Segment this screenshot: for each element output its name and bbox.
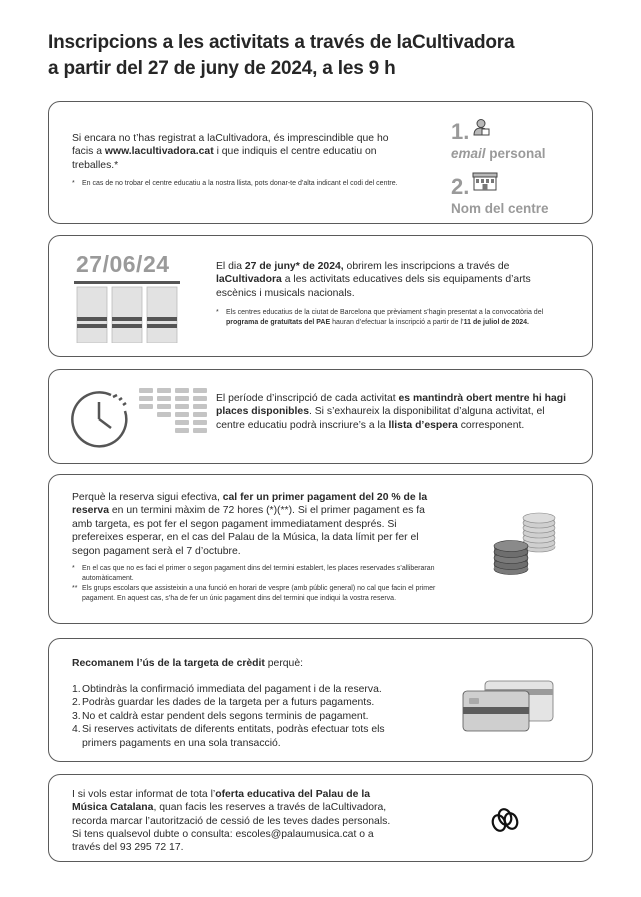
- palau-logo-icon: [489, 805, 521, 840]
- school-building-icon: [472, 171, 498, 196]
- lacultivadora-link[interactable]: www.lacultivadora.cat: [104, 146, 214, 158]
- title-line-1: Inscripcions a les activitats a través de laCultivadora: [48, 32, 515, 53]
- contact-details: Si tens qualsevol dubte o consulta: escoles@palaumusica.cat o a través del 93 295 72 17.: [72, 829, 374, 854]
- list-item: 2. Podràs guardar les dades de la targeta per a futurs pagaments.: [72, 697, 375, 709]
- step-2-label: Nom del centre: [451, 201, 549, 216]
- card-opening-date: [48, 235, 593, 357]
- list-item: 4. Si reserves activitats de diferents entitats, podràs efectuar tots els primers pagaments en una sola transacció.: [72, 724, 385, 749]
- card-registration-period: [48, 369, 593, 464]
- clock-icon: [69, 386, 133, 453]
- registration-note: * En cas de no trobar el centre educatiu a la nostra llista, pots donar-te d’alta indicant el codi del centre.: [72, 180, 398, 187]
- step-1: [451, 118, 586, 162]
- credit-card-heading: Recomanem l’ús de la targeta de crèdit perquè:: [72, 658, 304, 669]
- step-1-number: 1.: [451, 119, 470, 144]
- places-grid-icon: [139, 388, 211, 453]
- page-title: [48, 30, 608, 82]
- person-icon: [472, 118, 490, 141]
- credit-card-reasons: [72, 683, 417, 750]
- title-line-2: a partir del 27 de juny de 2024, a les 9 h: [48, 58, 396, 79]
- payment-text: Perquè la reserva sigui efectiva, cal fer un primer pagament del 20 % de la reserva en un termini màxim de 72 hores (*)(**). Si el primer pagament es fa amb targeta, es pot fer el segon pagament immediatament després. Si prefereixes esperar, en el cas del Palau de la Música, la data límit per fer el segon pagament serà el 7 d’octubre.: [72, 492, 428, 557]
- step-1-label: email personal: [451, 146, 546, 161]
- step-2: [451, 171, 586, 217]
- period-text: El període d’inscripció de cada activitat es mantindrà obert mentre hi hagi places disponibles. Si s’exhaureix la disponibilitat d’alguna activitat, el centre educatiu podrà inscriure’s a la llista d’espera corresponent.: [216, 393, 566, 431]
- card-credit-card: [48, 638, 593, 762]
- opening-date: 27/06/24: [76, 251, 170, 277]
- payment-notes: * En el cas que no es faci el primer o segon pagament dins del termini establert, les places reservades s’alliberaran automàticament. ** Els grups escolars que assisteixin a una funció en horari de vespre (amb públic general) no cal que facin el primer pagament. En aquest cas, s’ha de fer un únic pagament dins del termini que indiqui la vostra reserva.: [72, 565, 436, 602]
- card-registration: [48, 101, 593, 224]
- opening-text: El dia 27 de juny* de 2024, obrirem les inscripcions a través de laCultivadora a les activitats educatives dels sis equipaments d’arts escènics i musicals nacionals.: [216, 261, 531, 299]
- coins-icon: [489, 511, 559, 582]
- card-contact: [48, 774, 593, 862]
- calendar-icon: [74, 281, 180, 348]
- card-payment: [48, 474, 593, 624]
- opening-note: * Els centres educatius de la ciutat de Barcelona que prèviament s’hagin presentat a la convocatòria del programa de gratuïtats del PAE hauran d’efectuar la inscripció a partir de l’11 de juliol de 2024.: [216, 309, 544, 326]
- step-2-number: 2.: [451, 174, 470, 199]
- registration-text: Si encara no t’has registrat a laCultivadora, és imprescindible que ho facis a www.lacultivadora.cat i que indiquis el centre educatiu on treballes.*: [72, 133, 389, 171]
- contact-text: I si vols estar informat de tota l’oferta educativa del Palau de la Música Catalana, quan facis les reserves a través de laCultivadora, recorda marcar l’autorització de cessió de les teves dades personals.: [72, 789, 391, 827]
- list-item: 1. Obtindràs la confirmació immediata del pagament i de la reserva.: [72, 684, 382, 695]
- list-item: 3. No et caldrà estar pendent dels segons terminis de pagament.: [72, 710, 369, 722]
- credit-cards-icon: [461, 679, 557, 740]
